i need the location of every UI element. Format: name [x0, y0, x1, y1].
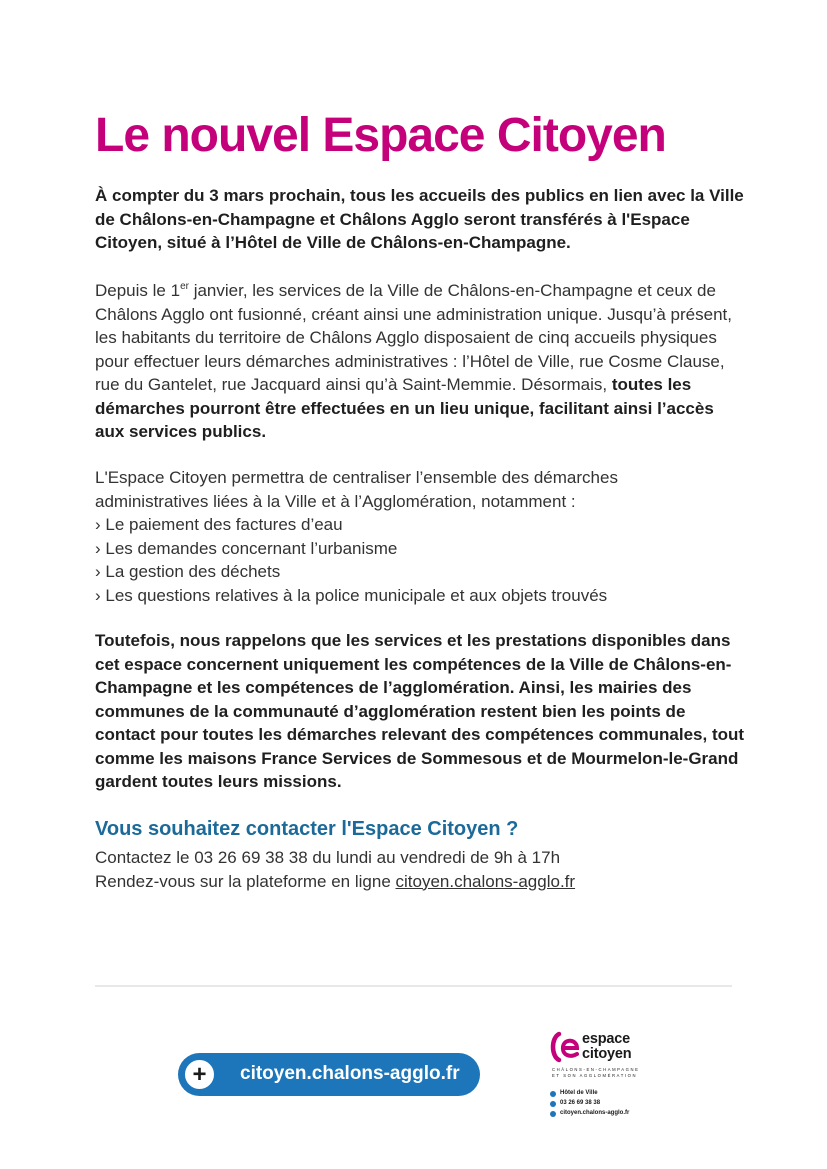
contact-info	[95, 846, 745, 893]
list-item: › Le paiement des factures d’eau	[95, 515, 343, 534]
contact-web-line	[95, 870, 745, 894]
espace-citoyen-logo	[548, 1030, 658, 1125]
logo-word-espace: espace	[582, 1031, 630, 1047]
reminder-paragraph: Toutefois, nous rappelons que les services et les prestations disponibles dans cet espace concernent uniquement les compétences de la Ville de Châlons-en-Champagne et les compétences de l’agglomération. Ainsi, les mairies des communes de la communauté d’agglomération restent bien les points de contact pour toutes les démarches relevant des compétences communales, tout comme les maisons France Services de Sommesous et de Mourmelon-le-Grand gardent toutes leurs missions.	[95, 631, 745, 791]
logo-subtitle-1: CHÂLONS-EN-CHAMPAGNE	[552, 1067, 640, 1072]
p1-lead: Depuis le 1	[95, 281, 181, 300]
logo-info-web	[550, 1110, 629, 1117]
logo-subtitle-2: ET SON AGGLOMÉRATION	[552, 1073, 638, 1078]
logo-info-phone	[550, 1100, 600, 1107]
location-icon	[550, 1091, 556, 1097]
plus-icon: +	[182, 1057, 217, 1092]
list-item: › La gestion des déchets	[95, 562, 281, 581]
logo-e-icon	[548, 1030, 582, 1064]
contact-heading: Vous souhaitez contacter l'Espace Citoyen ?	[95, 818, 519, 840]
contact-phone-line: Contactez le 03 26 69 38 38 du lundi au vendredi de 9h à 17h	[95, 848, 561, 867]
p2-line-1: L'Espace Citoyen permettra de centraliser l’ensemble des démarches	[95, 468, 618, 487]
web-icon	[550, 1111, 556, 1117]
fusion-paragraph	[95, 279, 745, 444]
logo-info-text: citoyen.chalons-agglo.fr	[560, 1110, 630, 1116]
services-list-paragraph	[95, 466, 745, 607]
phone-icon	[550, 1101, 556, 1107]
list-item: › Les questions relatives à la police municipale et aux objets trouvés	[95, 585, 608, 605]
logo-info-text: 03 26 69 38 38	[560, 1100, 601, 1106]
intro-paragraph: À compter du 3 mars prochain, tous les accueils des publics en lien avec la Ville de Châlons-en-Champagne et Châlons Agglo seront transférés à l'Espace Citoyen, situé à l’Hôtel de Ville de Châlons-en-Champagne.	[95, 186, 744, 252]
logo-info-text: Hôtel de Ville	[560, 1090, 598, 1096]
platform-link[interactable]: citoyen.chalons-agglo.fr	[395, 871, 576, 891]
citoyen-url-button[interactable]	[178, 1053, 480, 1096]
contact-web-prefix: Rendez-vous sur la plateforme en ligne	[95, 871, 396, 891]
list-item: › Les demandes concernant l’urbanisme	[95, 538, 398, 558]
logo-info-address	[550, 1090, 598, 1097]
p1-bold-text: toutes les démarches pourront être effectuées en un lieu unique, facilitant ainsi l’accès aux services publics.	[95, 375, 714, 441]
logo-word-citoyen: citoyen	[582, 1046, 632, 1062]
url-button-label: citoyen.chalons-agglo.fr	[240, 1063, 460, 1084]
p1-text: janvier, les services de la Ville de Châlons-en-Champagne et ceux de Châlons Agglo ont fusionné, créant ainsi une administration unique. Jusqu’à présent, les habitants du territoire de Châlons Agglo disposaient de cinq accueils physiques pour effectuer leurs démarches administratives : l’Hôtel de Ville, rue Cosme Clause, rue du Gantelet, rue Jacquard ainsi qu’à Saint-Memmie. Désormais,	[95, 281, 732, 394]
divider	[95, 985, 732, 987]
page-title: Le nouvel Espace Citoyen	[95, 109, 666, 162]
p2-line-2: administratives liées à la Ville et à l’Agglomération, notamment :	[95, 491, 576, 511]
p1-superscript: er	[180, 281, 189, 292]
